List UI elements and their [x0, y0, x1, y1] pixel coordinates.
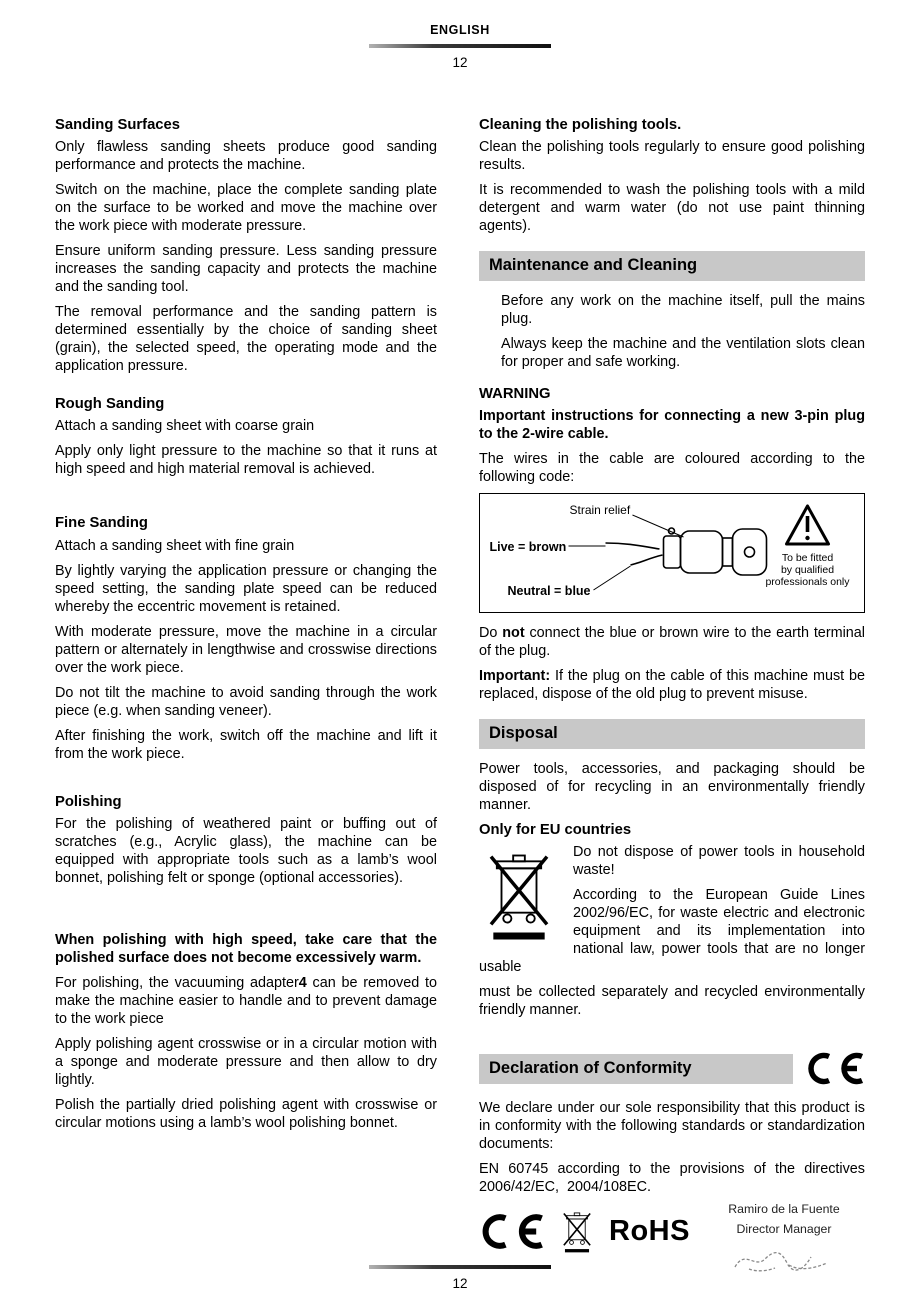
- heading-polishing: Polishing: [55, 793, 122, 810]
- heading-cleaning-tools: Cleaning the polishing tools.: [479, 116, 682, 133]
- heading-sanding-surfaces: Sanding Surfaces: [55, 116, 180, 133]
- paragraph: We declare under our sole responsibility that this product is in conformity with the following standards or standardization documents:: [479, 1100, 865, 1153]
- heading-rough-sanding: Rough Sanding: [55, 395, 165, 412]
- content-columns: [0, 116, 920, 1275]
- heading-eu-countries: Only for EU countries: [479, 821, 632, 838]
- paragraph: Do not tilt the machine to avoid sanding through the work piece (e.g. when sanding veneer).: [55, 684, 437, 719]
- text-run: If the plug on the cable of this machine must be replaced, dispose of the old plug to prevent misuse.: [479, 668, 865, 703]
- fitted-note-line1: To be fitted: [781, 552, 834, 565]
- section-title: Declaration of Conformity: [489, 1058, 692, 1077]
- paragraph: Clean the polishing tools regularly to ensure good polishing results.: [479, 138, 865, 173]
- eu-disposal-block: [479, 843, 865, 1026]
- weee-crossed-bin-icon: [558, 1208, 596, 1254]
- section-sanding-surfaces: [55, 116, 437, 375]
- bold-run-not: not: [502, 625, 525, 642]
- bold-run-adapter-number: 4: [298, 975, 307, 992]
- wiring-diagram: [479, 493, 865, 613]
- section-header-maintenance: [479, 251, 865, 281]
- weee-crossed-bin-icon: [479, 845, 559, 943]
- text-run: For polishing, the vacuuming adapter: [55, 975, 299, 992]
- ce-mark-icon: [805, 1050, 865, 1087]
- paragraph: Before any work on the machine itself, pull the mains plug.: [501, 292, 865, 327]
- section-declaration-conformity: [479, 1050, 865, 1275]
- paragraph: The wires in the cable are coloured according to the following code:: [479, 451, 865, 486]
- text-run: can be removed to make the machine easier to handle and to prevent damage to the work piece: [55, 975, 437, 1028]
- strain-relief-label: Strain relief: [569, 503, 631, 518]
- paragraph: With moderate pressure, move the machine in a circular pattern or alternately in lengthwise and crosswise directions over the work piece.: [55, 623, 437, 676]
- heading-warning: WARNING: [479, 385, 551, 402]
- paragraph: Apply only light pressure to the machine so that it runs at high speed and high material removal is achieved.: [55, 443, 437, 478]
- section-header-disposal: [479, 719, 865, 749]
- signer-title: Director Manager: [736, 1221, 832, 1236]
- live-wire-label: Live = brown: [489, 540, 567, 555]
- paragraph: According to the European Guide Lines 2002/96/EC, for waste electric and electronic equipment and its implementation into national law, power tools that are no longer usable: [479, 887, 865, 976]
- header-divider: [369, 44, 551, 48]
- warning-triangle-icon: [787, 506, 829, 544]
- maintenance-body: [479, 292, 865, 371]
- footer-page-number: 12: [452, 1276, 468, 1292]
- paragraph: Ensure uniform sanding pressure. Less sanding pressure increases the sanding capacity and protects the machine and the sanding tool.: [55, 242, 437, 295]
- compliance-logos: [479, 1208, 690, 1254]
- page-header: [0, 0, 920, 72]
- paragraph: Do not dispose of power tools in household waste!: [573, 844, 865, 879]
- section-header-conformity: [479, 1054, 793, 1084]
- neutral-wire: [631, 555, 663, 565]
- paragraph: Attach a sanding sheet with fine grain: [55, 537, 295, 554]
- header-language-label: ENGLISH: [430, 23, 490, 37]
- page-footer: [0, 1260, 920, 1293]
- section-polishing: [55, 793, 437, 1132]
- conformity-header-row: [479, 1050, 865, 1087]
- paragraph: After finishing the work, switch off the machine and lift it from the work piece.: [55, 727, 437, 762]
- paragraph: Only flawless sanding sheets produce good sanding performance and protects the machine.: [55, 138, 437, 173]
- paragraph: The removal performance and the sanding pattern is determined essentially by the choice of sanding sheet (grain), the selected speed, the operating mode and the application pressure.: [55, 303, 437, 374]
- neutral-pointer-line: [594, 566, 631, 590]
- paragraph: Always keep the machine and the ventilation slots clean for proper and safe working.: [501, 335, 865, 370]
- strain-relief-pointer-line: [633, 515, 684, 537]
- plug-diagram-illustration: [480, 494, 864, 612]
- footer-divider: [369, 1265, 551, 1269]
- text-run: connect the blue or brown wire to the earth terminal of the plug.: [479, 625, 865, 660]
- polishing-warning-text: When polishing with high speed, take care that the polished surface does not become excessively warm.: [55, 932, 437, 967]
- section-rough-sanding: [55, 395, 437, 478]
- ce-mark-icon: [479, 1211, 545, 1252]
- paragraph: It is recommended to wash the polishing tools with a mild detergent and warm water (do not use paint thinning agents).: [479, 181, 865, 234]
- neutral-wire-label: Neutral = blue: [507, 584, 591, 599]
- paragraph: Polish the partially dried polishing agent with crosswise or circular motions using a lamb’s wool polishing bonnet.: [55, 1097, 437, 1132]
- bold-run-important: Important:: [479, 668, 551, 685]
- heading-fine-sanding: Fine Sanding: [55, 515, 148, 532]
- paragraph: Power tools, accessories, and packaging should be disposed of for recycling in an environmentally friendly manner.: [479, 760, 865, 813]
- paragraph: For the polishing of weathered paint or buffing out of scratches (e.g., Acrylic glass), the machine can be equipped with appropriate tools such as a lamb’s wool bonnet, polishing felt or sponge (optional accessories).: [55, 816, 437, 887]
- right-column: [479, 116, 865, 1275]
- section-maintenance-cleaning: [479, 251, 865, 371]
- rohs-logo: RoHS: [609, 1215, 690, 1248]
- paragraph: [55, 974, 437, 1028]
- section-cleaning-tools: [479, 116, 865, 235]
- paragraph: By lightly varying the application pressure or changing the speed setting, the sanding plate speed can be reduced whereby the eccentric movement is retained.: [55, 562, 437, 615]
- paragraph: Apply polishing agent crosswise or in a circular motion with a sponge and moderate pressure and then allow to dry lightly.: [55, 1036, 437, 1089]
- paragraph: [479, 667, 865, 703]
- fitted-note-line2: by qualified: [780, 564, 835, 577]
- section-fine-sanding: [55, 514, 437, 762]
- paragraph: Attach a sanding sheet with coarse grain: [55, 418, 315, 435]
- section-title: Maintenance and Cleaning: [489, 255, 698, 274]
- paragraph: [479, 624, 865, 660]
- warning-subtitle: Important instructions for connecting a new 3-pin plug to the 2-wire cable.: [479, 408, 865, 443]
- section-disposal: [479, 719, 865, 1026]
- header-page-number: 12: [452, 54, 468, 70]
- paragraph: must be collected separately and recycled environmentally friendly manner.: [479, 984, 865, 1019]
- section-title: Disposal: [489, 724, 558, 743]
- fitted-note-line3: professionals only: [765, 576, 850, 589]
- live-wire: [606, 543, 660, 549]
- paragraph: Switch on the machine, place the complete sanding plate on the surface to be worked and move the machine over the work piece with moderate pressure.: [55, 181, 437, 234]
- paragraph: EN 60745 according to the provisions of the directives 2006/42/EC, 2004/108EC.: [479, 1161, 865, 1196]
- text-run: Do: [479, 625, 503, 642]
- signer-name: Ramiro de la Fuente: [728, 1202, 840, 1217]
- left-column: [55, 116, 437, 1275]
- section-warning-wiring: [479, 385, 865, 703]
